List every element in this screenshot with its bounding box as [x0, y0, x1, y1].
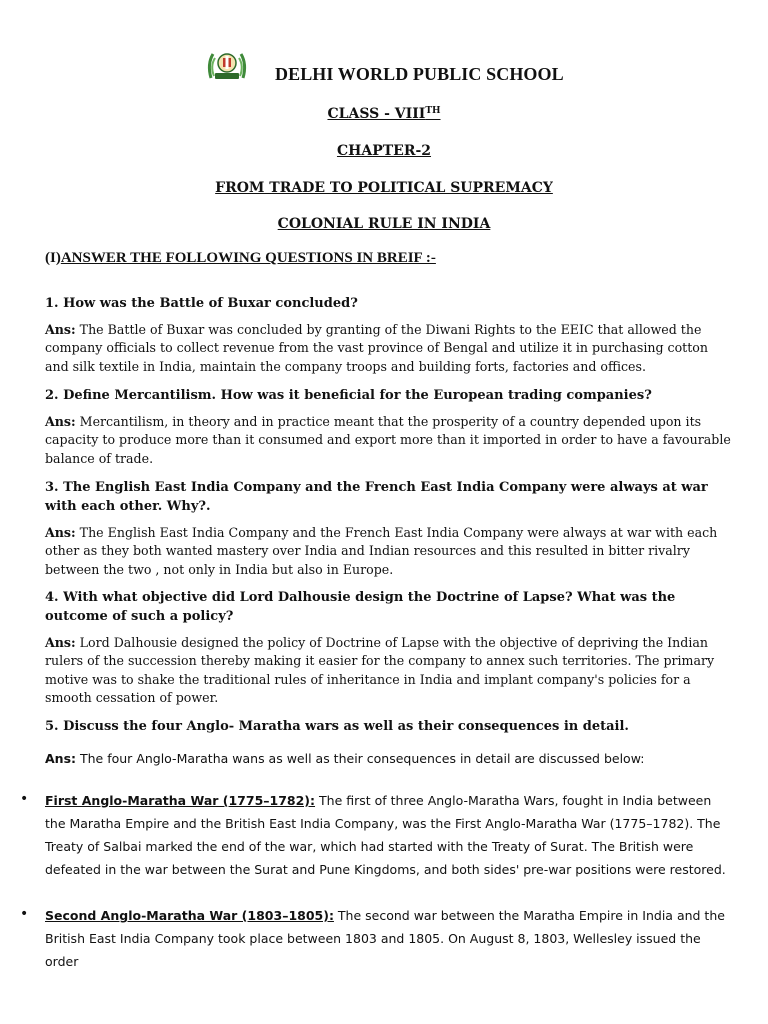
question-2: 2. Define Mercantilism. How was it beneficial for the European trading companies? — [45, 388, 652, 403]
class-heading — [0, 106, 768, 122]
answer-text: The Battle of Buxar was concluded by granting of the Diwani Rights to the EEIC that allowed the company officials to collect revenue from the vast province of Bengal and utilize it in purchasing cotton and silk textile in India, maintain the company troops and building forts, factories and offices. — [45, 322, 708, 374]
question-4: 4. With what objective did Lord Dalhousie design the Doctrine of Lapse? What was the outcome of such a policy? — [45, 590, 676, 624]
question-5: 5. Discuss the four Anglo- Maratha wars as well as their consequences in detail. — [45, 719, 629, 734]
school-name: DELHI WORLD PUBLIC SCHOOL — [275, 64, 564, 84]
section-prefix: (I) — [45, 250, 61, 266]
bullet-item-1 — [45, 789, 735, 881]
section-heading — [45, 250, 436, 267]
ans-label: Ans: — [45, 414, 76, 429]
bullet-title: Second Anglo-Maratha War (1803–1805): — [45, 908, 334, 923]
chapter-title: FROM TRADE TO POLITICAL SUPREMACY — [215, 180, 553, 196]
bullet-item-2 — [45, 904, 735, 973]
answer-1 — [45, 321, 735, 376]
answer-text: Mercantilism, in theory and in practice meant that the prosperity of a country depended upon its capacity to produce more than it consumed and export more than it imported in order to have a favourable balance of trade. — [45, 414, 731, 466]
answer-2 — [45, 413, 735, 468]
answer-4 — [45, 634, 735, 708]
answer-5 — [45, 747, 735, 770]
chapter-heading: CHAPTER-2 — [336, 143, 432, 159]
section-title: ANSWER THE FOLLOWING QUESTIONS IN BREIF :- — [60, 250, 436, 266]
bullet-dot: • — [20, 906, 29, 922]
question-3: 3. The English East India Company and the French East India Company were always at war with each other. Why?. — [45, 480, 708, 514]
answer-text: Lord Dalhousie designed the policy of Doctrine of Lapse with the objective of depriving the Indian rulers of the succession thereby making it easier for the company to annex such territories. The primary motive was to shake the traditional rules of inheritance in India and implant company's policies for a smooth cessation of power. — [45, 635, 715, 706]
bullet-text: The first of three Anglo-Maratha Wars, fought in India between the Maratha Empire and the British East India Company, was the First Anglo-Maratha War (1775–1782). The Treaty of Salbai marked the end of the war, which had started with the Treaty of Surat. The British were defeated in the war between the Surat and Pune Kingdoms, and both sides' pre-war positions were restored. — [45, 793, 726, 877]
ans-label: Ans: — [45, 322, 76, 337]
answer-3 — [45, 524, 735, 579]
bullet-title: First Anglo-Maratha War (1775–1782): — [45, 793, 316, 808]
class-label: CLASS - VIII — [327, 106, 426, 122]
chapter-subtitle: COLONIAL RULE IN INDIA — [277, 216, 491, 232]
school-emblem-icon — [205, 48, 249, 82]
ans-label: Ans: — [45, 635, 76, 650]
answer-text: The four Anglo-Maratha wans as well as their consequences in detail are discussed below: — [76, 751, 645, 766]
bullet-text: The second war between the Maratha Empire in India and the British East India Company took place between 1803 and 1805. On August 8, 1803, Wellesley issued the order — [45, 908, 725, 969]
ans-label: Ans: — [45, 525, 76, 540]
ans-label: Ans: — [45, 751, 77, 766]
class-superscript: TH — [425, 106, 441, 116]
bullet-dot: • — [20, 791, 29, 807]
question-1: 1. How was the Battle of Buxar concluded? — [45, 296, 358, 311]
answer-text: The English East India Company and the French East India Company were always at war with each other as they both wanted mastery over India and Indian resources and this resulted in bitter rivalry between the two , not only in India but also in Europe. — [45, 525, 718, 577]
